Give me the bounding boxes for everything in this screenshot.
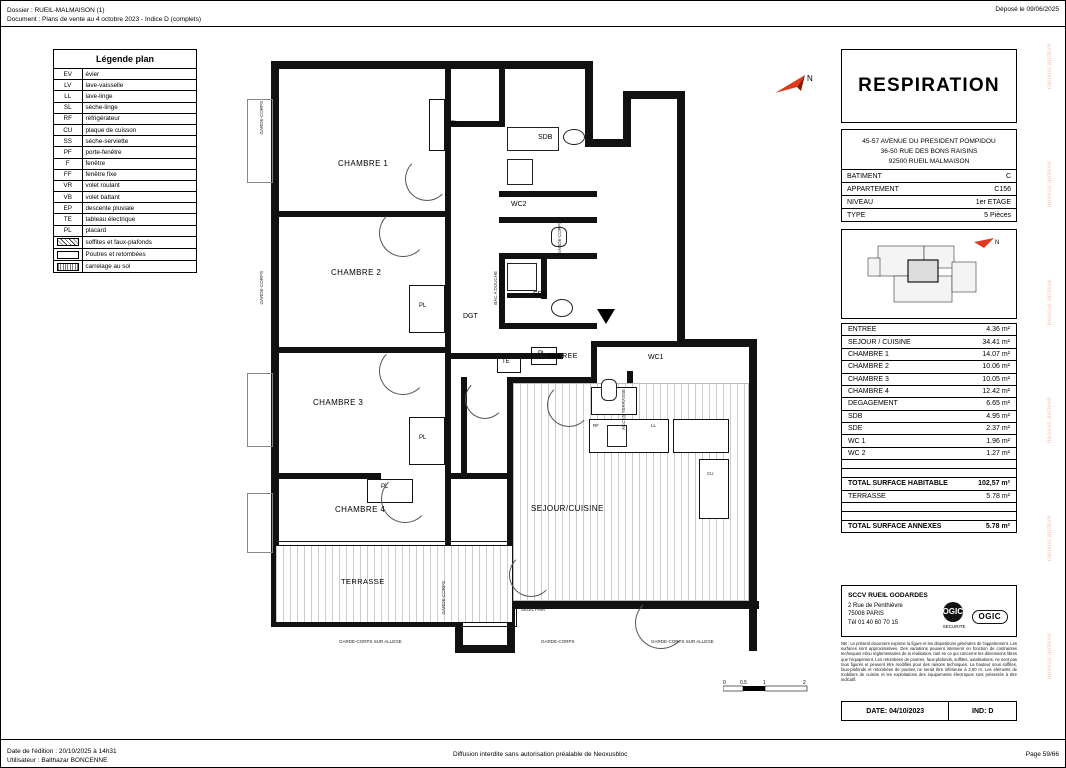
room-label-sejour-cuisine: SEJOUR/CUISINE	[531, 504, 604, 513]
legend-row-swatch	[54, 261, 196, 273]
surface-row	[842, 386, 1016, 398]
window-ch4	[247, 493, 273, 553]
key-plan-drawing	[848, 236, 1010, 312]
lot-row-appartement	[842, 183, 1016, 196]
legend-value: tableau électrique	[82, 214, 196, 225]
surface-row-total-habitable	[842, 478, 1016, 490]
floor-plan	[211, 41, 831, 721]
legend-key: F	[54, 158, 82, 169]
ogic-circle-text: OGIC	[942, 606, 964, 616]
surface-value: 10.05 m²	[982, 375, 1010, 383]
lot-key: APPARTEMENT	[847, 185, 899, 193]
surface-row	[842, 435, 1016, 447]
annotation-acces-terrasse: ACCES TERRASSE	[621, 389, 626, 430]
wall-wc2-bottom	[499, 253, 597, 259]
svg-text:2: 2	[803, 680, 806, 686]
lot-info-table	[841, 169, 1017, 222]
wall-ch1-right	[445, 61, 451, 217]
wall-wc1-top	[591, 341, 681, 347]
lot-key: BATIMENT	[847, 172, 882, 180]
legend-key: SS	[54, 136, 82, 147]
footer-diffusion-notice: Diffusion interdite sans autorisation préalable de Neoxusbloc	[453, 751, 628, 758]
surface-value: 10.06 m²	[982, 363, 1010, 371]
watermark: neoxus archive	[1047, 515, 1053, 561]
document-header	[1, 1, 1066, 27]
surface-row	[842, 336, 1016, 348]
total-habitable-value: 102,57 m²	[978, 480, 1010, 488]
placard-label: PL	[381, 484, 389, 490]
lot-key: TYPE	[847, 211, 866, 219]
placard-label: PL	[538, 351, 546, 357]
surface-value: 1.27 m²	[986, 449, 1010, 457]
surface-spacer-1	[842, 460, 1016, 469]
surface-value: 4.36 m²	[986, 326, 1010, 334]
room-label-chambre-3: CHAMBRE 3	[313, 398, 364, 407]
surface-value: 2.37 m²	[986, 425, 1010, 433]
room-label-chambre-2: CHAMBRE 2	[331, 268, 382, 277]
legend-row	[54, 102, 196, 113]
door-arc-ch2	[379, 209, 427, 257]
annotation-garde-corps: GARDE-CORPS	[441, 581, 446, 615]
wall-jog-2	[623, 91, 631, 147]
surface-row-total-annexes	[842, 521, 1016, 532]
room-label-entree: ENTREE	[547, 353, 578, 360]
wall-wc2-top	[499, 217, 597, 223]
developer-logos	[943, 602, 1008, 632]
developer-phone: Tél 01 40 60 70 15	[848, 619, 899, 626]
footer-line-1: Date de l'édition : 20/10/2025 à 14h31	[7, 748, 117, 755]
footer-edition-info	[7, 747, 117, 765]
developer-address-2: 75008 PARIS	[848, 611, 884, 617]
legend-key: EV	[54, 69, 82, 80]
surface-spacer-4	[842, 512, 1016, 521]
appliance-label-ll: LL	[651, 423, 657, 428]
legend-value: volet battant	[82, 192, 196, 203]
legend-value: Poutres et retombées	[82, 249, 196, 261]
window-ch3	[247, 373, 273, 447]
legend-row	[54, 69, 196, 80]
legend-row-swatch	[54, 236, 196, 248]
door-arc-terrasse	[509, 553, 553, 597]
legend-key: SL	[54, 102, 82, 113]
surface-key: SDB	[848, 412, 863, 420]
wall-wc1-left	[591, 341, 597, 383]
legend-row	[54, 80, 196, 91]
legend-key: EP	[54, 203, 82, 214]
wall-sdb-bottom	[499, 191, 597, 197]
legend-value: sèche-serviette	[82, 136, 196, 147]
room-label-dgt: DGT	[463, 313, 478, 320]
legend-value: lave-vaisselle	[82, 80, 196, 91]
lot-row-batiment	[842, 170, 1016, 183]
legend-row	[54, 169, 196, 180]
legend-row	[54, 203, 196, 214]
placard-label: PL	[419, 435, 427, 441]
key-plan-svg	[848, 236, 1012, 314]
legend-row	[54, 180, 196, 191]
surface-value: 12.42 m²	[982, 388, 1010, 396]
terrace-tiling	[275, 545, 513, 623]
project-name: RESPIRATION	[858, 75, 1000, 96]
wall-between-ch2-ch3	[271, 347, 451, 353]
wall-corridor-left	[445, 217, 451, 513]
legend-value: fenêtre fixe	[82, 169, 196, 180]
surface-key: WC 1	[848, 437, 866, 445]
placard-label: PL	[451, 121, 459, 127]
wall-sde-bottom	[499, 323, 597, 329]
date-index-block	[841, 701, 1017, 721]
wall-notch-top	[677, 339, 757, 347]
room-label-chambre-4: CHAMBRE 4	[335, 505, 386, 514]
header-dossier-info	[7, 6, 201, 24]
legend-row	[54, 91, 196, 102]
room-label-chambre-1: CHAMBRE 1	[338, 159, 389, 168]
legend-value: porte-fenêtre	[82, 147, 196, 158]
surface-row-terrasse	[842, 491, 1016, 503]
header-line-1: Dossier : RUEIL-MALMAISON (1)	[7, 7, 105, 14]
developer-address-1: 2 Rue de Penthièvre	[848, 602, 903, 609]
placard-ch1	[429, 99, 445, 151]
room-label-sde: SDE	[533, 291, 548, 298]
wall-exterior-right-upper	[677, 91, 685, 347]
surface-spacer-2	[842, 469, 1016, 478]
header-line-2: Document : Plans de vente au 4 octobre 2023 - Indice D (complets)	[7, 16, 202, 23]
annotation-garde-corps-allege: GARDE-CORPS SUR ALLEGE	[651, 639, 714, 644]
door-arc-sejour	[547, 383, 591, 427]
legend-value: descente pluviale	[82, 203, 196, 214]
legend-value: lave-linge	[82, 91, 196, 102]
wall-sdb-left	[499, 61, 505, 127]
lot-row-niveau	[842, 196, 1016, 209]
surface-key: SDE	[848, 425, 863, 433]
address-line-2: 36-50 RUE DES BONS RAISINS	[880, 148, 978, 155]
legend-key: LV	[54, 80, 82, 91]
lot-row-type	[842, 209, 1016, 221]
wall-sde-left	[499, 259, 505, 329]
watermark: neoxus archive	[1047, 279, 1053, 325]
lot-value: 5 Pièces	[984, 211, 1011, 219]
key-plan-box	[841, 229, 1017, 319]
ind-value: D	[988, 707, 994, 715]
surface-row	[842, 448, 1016, 460]
room-label-wc1: WC1	[648, 354, 664, 361]
surface-key: ENTREE	[848, 326, 877, 334]
date-cell	[842, 702, 949, 720]
wall-between-ch3-ch4	[271, 473, 381, 479]
plan-legend	[53, 49, 197, 273]
wc1-toilet-fixture	[601, 379, 617, 401]
legend-key: PL	[54, 225, 82, 236]
washbasin-fixture	[563, 129, 585, 145]
address-line-1: 45-57 AVENUE DU PRESIDENT POMPIDOU	[862, 138, 996, 145]
kitchen-counter-left	[589, 419, 669, 453]
surface-key: DEGAGEMENT	[848, 400, 898, 408]
svg-text:1: 1	[763, 680, 766, 686]
legend-value: sèche-linge	[82, 102, 196, 113]
lot-value: 1er ETAGE	[975, 198, 1011, 206]
entrance-arrow-icon	[597, 309, 615, 325]
date-value: 04/10/2023	[889, 707, 925, 715]
ogic-circle-icon	[943, 602, 963, 622]
svg-text:N: N	[995, 240, 1000, 246]
placard-label: PL	[419, 303, 427, 309]
annotation-seuil-pmr: SEUIL PMR	[521, 607, 546, 612]
ogic-secure-label: SECURITE	[942, 624, 966, 629]
wall-exterior-right-top	[585, 61, 593, 147]
surface-key: CHAMBRE 1	[848, 350, 889, 358]
door-arc-entree	[465, 379, 505, 419]
header-deposit-date: Déposé le 09/06/2025	[995, 6, 1059, 13]
developer-name: SCCV RUEIL GODARDES	[848, 592, 928, 599]
lot-value: C	[1005, 172, 1011, 180]
placard-ch3	[409, 417, 445, 465]
project-brand-box	[841, 49, 1017, 123]
legend-row	[54, 147, 196, 158]
svg-text:N: N	[807, 74, 813, 83]
legend-row	[54, 225, 196, 236]
surface-table	[841, 323, 1017, 533]
surface-key: CHAMBRE 3	[848, 375, 889, 383]
annotation-bac-douche: GARDE-CORPS	[557, 221, 562, 255]
legend-row	[54, 113, 196, 124]
surface-value: 4.95 m²	[986, 412, 1010, 420]
legend-row	[54, 158, 196, 169]
legend-title: Légende plan	[54, 50, 196, 69]
lot-value: C156	[994, 185, 1011, 193]
terrasse-label: TERRASSE	[848, 492, 886, 500]
room-label-sdb: SDB	[538, 134, 553, 141]
kitchen-counter-right	[673, 419, 729, 453]
surface-row	[842, 324, 1016, 336]
kitchen-tall-unit	[699, 459, 729, 519]
surface-value: 34.41 m²	[982, 338, 1010, 346]
sdb-unit	[507, 159, 533, 185]
legend-key: TE	[54, 214, 82, 225]
date-label: DATE:	[866, 707, 888, 715]
swatch-hatch-icon	[54, 236, 82, 248]
shower-tray-fixture	[507, 263, 537, 291]
legend-key: PF	[54, 147, 82, 158]
swatch-beam-icon	[54, 249, 82, 261]
total-annexes-label: TOTAL SURFACE ANNEXES	[848, 523, 942, 531]
watermark: neoxus archive	[1047, 397, 1053, 443]
surface-row	[842, 361, 1016, 373]
door-arc-ch4	[381, 475, 429, 523]
ind-label: IND:	[972, 707, 987, 715]
annotation-garde-corps: GARDE-CORPS	[259, 101, 264, 135]
watermark: neoxus archive	[1047, 161, 1053, 207]
legend-row	[54, 192, 196, 203]
appliance-label-rf: RF	[593, 423, 599, 428]
wall-terrace-bottom	[455, 645, 515, 653]
legend-value: carrelage au sol	[82, 261, 196, 273]
surface-row	[842, 349, 1016, 361]
legend-key: VR	[54, 180, 82, 191]
wall-exterior-top	[271, 61, 593, 69]
legend-row	[54, 124, 196, 135]
legend-key: VB	[54, 192, 82, 203]
surface-row	[842, 411, 1016, 423]
legal-note: NB : Le présent document exprime la figure et les dispositions générales de l'appartement. Les surfaces sont approximatives. Des variations peuvent intervenir en fonction de contraintes techniques et/ou réglementaires de la réalisation, tant en ce qui concerne les dimensions libres que l'équipement. Les retombées de poutres, faux-plafonds, soffites, axialisations, ne sont pas tous figurés et peuvent être modifiés pour des raisons techniques. La hauteur sous soffites, faux-plafonds et retombées de poutres ne serait être inférieure à 2,00 m. Les éléments de mobiliers de cuisine et les exploitations des équipements électriques sont présentés à titre indicatif.	[841, 641, 1017, 683]
door-arc-ch1	[405, 157, 449, 201]
ogic-logo: OGIC	[972, 610, 1008, 625]
address-line-3: 92500 RUEIL MALMAISON	[888, 158, 970, 165]
legend-value: soffites et faux-plafonds	[82, 236, 196, 248]
legend-value: plaque de cuisson	[82, 124, 196, 135]
placard-ch2	[409, 285, 445, 333]
compass-north-icon	[771, 71, 821, 105]
document-footer	[1, 739, 1066, 767]
legend-value: évier	[85, 70, 100, 78]
legend-row	[54, 214, 196, 225]
footer-page-number: Page 59/66	[1025, 751, 1059, 758]
surface-value: 6.65 m²	[986, 400, 1010, 408]
annotation-garde-corps: GARDE-CORPS	[541, 639, 575, 644]
legend-key: LL	[54, 91, 82, 102]
surface-row	[842, 423, 1016, 435]
legend-value: volet roulant	[82, 180, 196, 191]
door-arc-ch3	[379, 347, 427, 395]
legend-value: fenêtre	[82, 158, 196, 169]
surface-key: WC 2	[848, 449, 866, 457]
svg-text:0: 0	[723, 680, 726, 686]
ind-cell	[949, 702, 1016, 720]
legend-row-swatch	[54, 249, 196, 261]
appliance-label-cu: CU	[707, 471, 714, 476]
wall-top-right	[623, 91, 685, 99]
terrasse-value: 5.78 m²	[986, 492, 1010, 500]
legend-row	[54, 136, 196, 147]
legend-value: placard	[82, 225, 196, 236]
total-annexes-value: 5.78 m²	[985, 523, 1010, 531]
surface-row	[842, 374, 1016, 386]
surface-key: CHAMBRE 2	[848, 363, 889, 371]
room-label-wc2: WC2	[511, 201, 527, 208]
svg-text:0.5: 0.5	[740, 680, 747, 686]
room-label-terrasse: TERRASSE	[341, 577, 385, 586]
annotation-pare-douche: BAC A DOUCHE	[493, 271, 498, 305]
annotation-garde-corps-allege: GARDE-CORPS SUR ALLEGE	[339, 639, 402, 644]
lot-key: NIVEAU	[847, 198, 874, 206]
legend-key: RF	[54, 113, 82, 124]
legend-key: FF	[54, 169, 82, 180]
logo-ogic-secure	[943, 602, 966, 632]
wall-between-ch1-ch2	[271, 211, 451, 217]
footer-line-2: Utilisateur : Balthazar BONCENNE	[7, 757, 108, 764]
surface-key: SEJOUR / CUISINE	[848, 338, 911, 346]
annotation-garde-corps: GARDE-CORPS	[259, 271, 264, 305]
developer-box	[841, 585, 1017, 637]
surface-spacer-3	[842, 503, 1016, 512]
legend-table	[54, 69, 196, 272]
surface-key: CHAMBRE 4	[848, 388, 889, 396]
legend-key: CU	[54, 124, 82, 135]
legend-value: réfrigérateur	[82, 113, 196, 124]
tableau-electrique-label: TE	[502, 359, 510, 365]
sde-washbasin-fixture	[551, 299, 573, 317]
watermark: neoxus archive	[1047, 633, 1053, 679]
surface-value: 14.07 m²	[982, 350, 1010, 358]
total-habitable-label: TOTAL SURFACE HABITABLE	[848, 480, 948, 488]
watermark: neoxus archive	[1047, 43, 1053, 89]
scale-bar	[723, 679, 809, 697]
surface-row	[842, 398, 1016, 410]
swatch-tile-icon	[54, 261, 82, 273]
surface-value: 1.96 m²	[986, 437, 1010, 445]
